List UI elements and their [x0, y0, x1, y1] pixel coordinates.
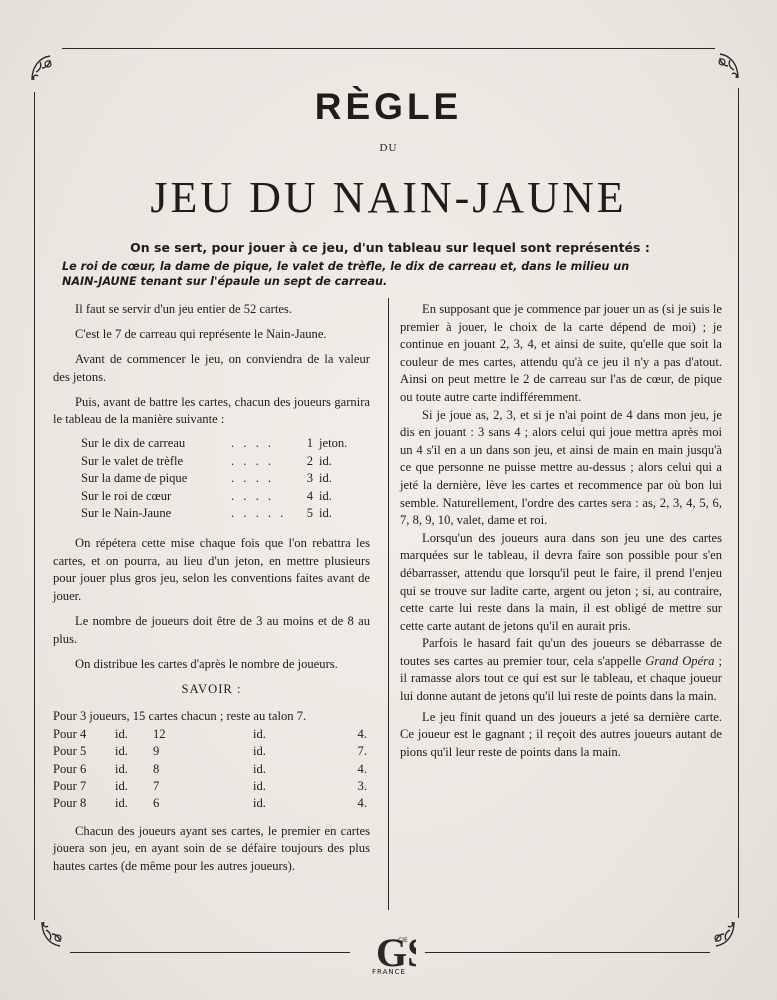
- dist-id: id.: [253, 761, 266, 776]
- logo-letter-g: G: [376, 930, 408, 975]
- paragraph: Le nombre de joueurs doit être de 3 au moins et de 8 au plus.: [53, 613, 370, 646]
- title-du: DU: [379, 142, 398, 154]
- paragraph: [400, 635, 722, 705]
- paragraph: Puis, avant de battre les cartes, chacun des joueurs garnira le tableau de la manière suivante :: [53, 394, 370, 427]
- frame-line-bottom-left: [70, 952, 350, 953]
- stake-table: [53, 435, 370, 523]
- paragraph: Chacun des joueurs ayant ses cartes, le premier en cartes jouera son jeu, en ayant soin de se défaire toujours des plus hautes cartes (de même pour les autres joueurs).: [53, 823, 370, 874]
- stake-number: 1: [306, 436, 313, 451]
- frame-line-bottom-right: [425, 952, 710, 953]
- paragraph: On répétera cette mise chaque fois que l'on rebattra les cartes, et on pourra, au lieu d'un jeton, en mettre plusieurs pour jouer plus gros jeu, selon les conventions faites avant de jouer.: [53, 536, 370, 603]
- dist-talon: 3.: [357, 779, 367, 794]
- corner-ornament-top-left: [28, 50, 62, 84]
- dist-id: id.: [253, 796, 266, 811]
- title-regle: RÈGLE: [314, 86, 463, 127]
- dist-talon: 4.: [357, 796, 367, 811]
- text-span: ; il ramasse alors tout ce qui est sur le tableau, et chaque joueur lui donne autant de jetons qu'il lui reste de points dans la main.: [400, 653, 722, 704]
- stake-row: [53, 470, 370, 488]
- stake-label: Sur le roi de cœur: [81, 488, 172, 503]
- intro-italic: [62, 259, 732, 289]
- distribution-table: [53, 708, 370, 813]
- distribution-row: [53, 761, 370, 778]
- stake-unit: id.: [319, 488, 332, 503]
- logo-small-text: CIE: [398, 937, 408, 944]
- paragraph: En supposant que je commence par jouer un as (si je suis le premier à jouer, le choix de la carte dépend de moi) ; je continue en jouant 2, 3, 4, et ainsi de suite, qu'elle que soit la couleur de mes cartes, attendu qu'à ce jeu il n'y a pas d'atout. Ainsi on peut mettre le 2 de carreau sur l'as de cœur, de pique ou toute autre carte indifféremment.: [400, 302, 722, 404]
- dist-id: id.: [115, 726, 128, 741]
- stake-unit: id.: [319, 471, 332, 486]
- main-title: JEU DU NAIN-JAUNE: [150, 173, 627, 222]
- distribution-row: [53, 778, 370, 795]
- paragraph: On distribue les cartes d'après le nombre de joueurs.: [75, 656, 338, 671]
- stake-row: [53, 505, 370, 523]
- dist-cards: 8: [153, 761, 160, 776]
- paragraph: Si je joue as, 2, 3, et si je n'ai point de 4 dans mon jeu, je dis en jouant : 3 sans 4 ; alors celui qui joue mettra après moi un 4 s'il en a un dans son jeu, et ainsi de main en main jusqu'à ce que personne ne puisse mettre au-dessus ; alors celui qui a jeté la dernière, lève les cartes et recommence par où bon lui semble. Naturellement, l'ordre des cartes sera : as, 2, 3, 4, 5, 6, 7, 8, 9, 10, valet, dame et roi.: [400, 407, 722, 528]
- stake-label: Sur le dix de carreau: [81, 436, 186, 451]
- dist-talon: 4.: [357, 761, 367, 776]
- dist-id: id.: [115, 761, 128, 776]
- dist-cards: 12: [153, 726, 166, 741]
- left-column: [53, 301, 370, 883]
- stake-unit: id.: [319, 506, 332, 521]
- dist-id: id.: [253, 726, 266, 741]
- stake-row: [53, 435, 370, 453]
- stake-number: 3: [306, 471, 313, 486]
- savoir-heading: SAVOIR :: [181, 681, 242, 696]
- dist-id: id.: [115, 779, 128, 794]
- distribution-row: [53, 743, 370, 760]
- stake-label: Sur la dame de pique: [81, 471, 188, 486]
- paragraph: Le jeu finit quand un des joueurs a jeté sa dernière carte. Ce joueur est le gagnant ; il reçoit des autres joueurs autant de pions qu'il leur reste de points dans la main.: [400, 709, 722, 759]
- stake-dots: . . . .: [231, 488, 275, 503]
- stake-dots: . . . . .: [231, 506, 287, 521]
- dist-cards: 9: [153, 744, 160, 759]
- dist-cards: 6: [153, 796, 160, 811]
- dist-players: Pour 6: [53, 761, 87, 776]
- stake-number: 2: [306, 453, 313, 468]
- corner-ornament-top-right: [708, 48, 742, 82]
- dist-id: id.: [115, 796, 128, 811]
- intro-italic-line-1: Le roi de cœur, la dame de pique, le valet de trèfle, le dix de carreau et, dans le milieu un: [62, 260, 630, 273]
- dist-talon: 4.: [357, 726, 367, 741]
- intro-line: On se sert, pour jouer à ce jeu, d'un tableau sur lequel sont représentés :: [130, 240, 650, 255]
- distribution-row: [53, 795, 370, 812]
- stake-dots: . . . .: [231, 436, 275, 451]
- stake-unit: jeton.: [319, 436, 348, 451]
- text-span: Parfois le hasard fait qu'un des joueurs se débarrasse de toutes ses cartes au premier tour, cela s'appelle: [400, 636, 722, 668]
- grand-opera-term: Grand Opéra: [645, 653, 715, 668]
- distribution-row: [53, 726, 370, 743]
- paragraph: C'est le 7 de carreau qui représente le Nain-Jaune.: [75, 327, 327, 342]
- frame-line-top: [62, 48, 715, 49]
- dist-players: Pour 7: [53, 779, 87, 794]
- dist-id: id.: [115, 744, 128, 759]
- column-divider: [388, 298, 389, 910]
- stake-number: 4: [306, 488, 313, 503]
- corner-ornament-bottom-left: [38, 918, 72, 952]
- stake-label: Sur le Nain-Jaune: [81, 506, 172, 521]
- stake-unit: id.: [319, 453, 332, 468]
- stake-row: [53, 488, 370, 506]
- intro-italic-line-2: NAIN-JAUNE tenant sur l'épaule un sept de carreau.: [62, 275, 388, 288]
- dist-id: id.: [253, 744, 266, 759]
- paragraph: Lorsqu'un des joueurs aura dans son jeu une des cartes marquées sur le tableau, il devra faire son possible pour s'en débarrasser, attendu que lorsqu'il peut le faire, il prend l'enjeu qui se trouve sur ladite carte, argent ou jeton ; si, au contraire, cette carte lui reste dans la main, il est obligé de mettre sur cette carte autant de jetons qu'il en aurait pris.: [400, 530, 722, 633]
- stake-number: 5: [306, 506, 313, 521]
- stake-label: Sur le valet de trèfle: [81, 453, 184, 468]
- stake-dots: . . . .: [231, 453, 275, 468]
- paragraph: Il faut se servir d'un jeu entier de 52 cartes.: [75, 302, 292, 316]
- right-column: [400, 301, 722, 761]
- dist-players: Pour 8: [53, 796, 87, 811]
- distribution-row-first: Pour 3 joueurs, 15 cartes chacun ; reste au talon 7.: [53, 709, 307, 724]
- dist-players: Pour 5: [53, 744, 87, 759]
- stake-dots: . . . .: [231, 471, 275, 486]
- corner-ornament-bottom-right: [704, 918, 738, 952]
- paragraph: Avant de commencer le jeu, on conviendra de la valeur des jetons.: [53, 352, 370, 384]
- dist-id: id.: [253, 779, 266, 794]
- dist-talon: 7.: [357, 744, 367, 759]
- logo-country: FRANCE: [372, 968, 406, 976]
- stake-row: [53, 453, 370, 471]
- dist-cards: 7: [153, 779, 160, 794]
- dist-players: Pour 4: [53, 726, 87, 741]
